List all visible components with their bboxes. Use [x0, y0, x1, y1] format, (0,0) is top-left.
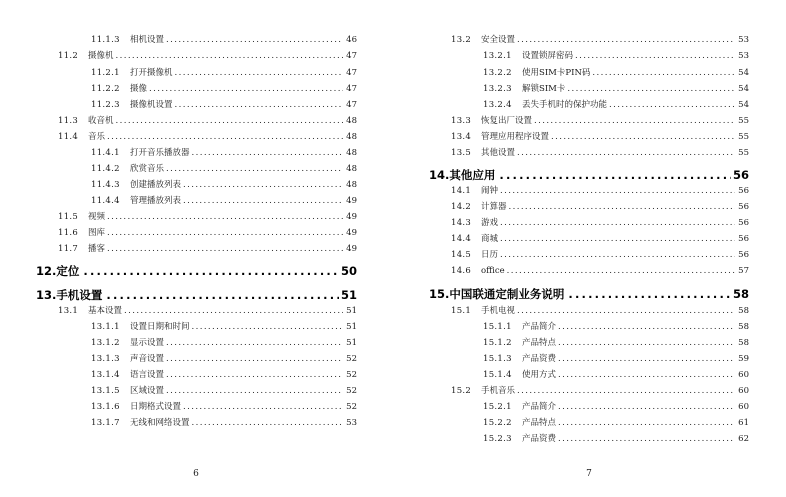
dot-leader — [107, 211, 343, 223]
entry-number: 11.4.3 — [91, 180, 120, 190]
dot-leader — [183, 401, 343, 413]
dot-leader — [507, 265, 735, 277]
toc-entry-11-4-4[interactable] — [91, 195, 357, 207]
entry-page-number: 60 — [738, 386, 749, 396]
entry-title: 基本设置 — [88, 306, 123, 316]
dot-leader — [609, 99, 735, 111]
entry-page-number: 62 — [738, 434, 749, 444]
toc-entry-11-1-3[interactable] — [91, 34, 357, 46]
toc-entry-11-2[interactable] — [58, 50, 357, 62]
dot-leader — [124, 305, 343, 317]
dot-leader — [575, 50, 735, 62]
entry-page-number: 61 — [738, 418, 749, 428]
entry-number: 13.2.1 — [483, 51, 512, 61]
entry-number: 15.1.3 — [483, 354, 512, 364]
entry-title: 设置锁屏密码 — [522, 51, 574, 61]
entry-number: 13.1.1 — [91, 322, 120, 332]
entry-title: 设置日期和时间 — [130, 322, 190, 332]
entry-number: 11.2 — [58, 51, 79, 61]
entry-title: 丢失手机时的保护功能 — [522, 100, 608, 110]
dot-leader — [558, 433, 735, 445]
toc-entry-13-4[interactable] — [451, 131, 749, 143]
chapter-title: 15.中国联通定制业务说明 — [429, 287, 565, 301]
entry-page-number: 47 — [346, 68, 357, 78]
dot-leader — [166, 34, 343, 46]
toc-entry-13-3[interactable] — [451, 115, 749, 127]
toc-chapter-50[interactable] — [36, 263, 357, 279]
toc-entry-13-2-4[interactable] — [483, 99, 749, 111]
dot-leader — [534, 115, 735, 127]
entry-page-number: 54 — [738, 84, 749, 94]
entry-title: 播客 — [88, 244, 106, 254]
entry-number: 13.2.3 — [483, 84, 512, 94]
entry-title: 无线和网络设置 — [130, 418, 190, 428]
entry-page-number: 55 — [738, 116, 749, 126]
entry-page-number: 58 — [738, 322, 749, 332]
entry-page-number: 49 — [346, 228, 357, 238]
dot-leader — [166, 337, 343, 349]
entry-title: 产品特点 — [522, 418, 557, 428]
entry-page-number: 55 — [738, 132, 749, 142]
entry-title: 管理应用程序设置 — [481, 132, 550, 142]
toc-entry-14-2[interactable] — [451, 201, 749, 213]
toc-entry-15-1-3[interactable] — [483, 353, 749, 365]
entry-number: 11.3 — [58, 116, 79, 126]
entry-title: 安全设置 — [481, 35, 516, 45]
toc-entry-11-4-1[interactable] — [91, 147, 357, 159]
entry-page-number: 52 — [346, 386, 357, 396]
chapter-title: 12.定位 — [36, 264, 80, 278]
entry-number: 11.6 — [58, 228, 79, 238]
entry-title: 使用SIM卡PIN码 — [522, 68, 591, 78]
dot-leader — [517, 385, 735, 397]
dot-leader — [558, 401, 735, 413]
entry-page-number: 56 — [738, 202, 749, 212]
toc-entry-15-1[interactable] — [451, 305, 749, 317]
toc-entry-13-1-5[interactable] — [91, 385, 357, 397]
entry-number: 15.1 — [451, 306, 472, 316]
dot-leader — [192, 321, 343, 333]
entry-number: 11.1.3 — [91, 35, 120, 45]
dot-leader — [499, 167, 731, 183]
entry-title: 计算器 — [481, 202, 507, 212]
entry-title: 创建播放列表 — [130, 180, 182, 190]
toc-entry-13-1-1[interactable] — [91, 321, 357, 333]
entry-number: 11.2.1 — [91, 68, 120, 78]
entry-page-number: 57 — [738, 266, 749, 276]
entry-page-number: 47 — [346, 51, 357, 61]
entry-title: 视频 — [88, 212, 106, 222]
entry-page-number: 51 — [346, 322, 357, 332]
entry-number: 11.4.2 — [91, 164, 120, 174]
entry-number: 13.1.3 — [91, 354, 120, 364]
toc-entry-13-2[interactable] — [451, 34, 749, 46]
dot-leader — [166, 369, 343, 381]
entry-title: 产品特点 — [522, 338, 557, 348]
entry-page-number: 46 — [346, 35, 357, 45]
chapter-title: 13.手机设置 — [36, 288, 103, 302]
entry-number: 11.7 — [58, 244, 79, 254]
entry-title: 闹钟 — [481, 186, 499, 196]
entry-title: 商城 — [481, 234, 499, 244]
dot-leader — [500, 217, 735, 229]
entry-number: 13.1.2 — [91, 338, 120, 348]
entry-number: 14.1 — [451, 186, 472, 196]
dot-leader — [558, 417, 735, 429]
entry-number: 13.5 — [451, 148, 472, 158]
dot-leader — [500, 249, 735, 261]
entry-page-number: 54 — [738, 100, 749, 110]
dot-leader — [106, 287, 339, 303]
entry-title: 摄像 — [130, 84, 148, 94]
entry-title: 声音设置 — [130, 354, 165, 364]
entry-title: 语言设置 — [130, 370, 165, 380]
entry-number: 15.2.2 — [483, 418, 512, 428]
toc-entry-15-2-3[interactable] — [483, 433, 749, 445]
entry-title: 恢复出厂设置 — [481, 116, 533, 126]
entry-number: 15.2.1 — [483, 402, 512, 412]
entry-page-number: 48 — [346, 148, 357, 158]
entry-page-number: 59 — [738, 354, 749, 364]
entry-page-number: 47 — [346, 100, 357, 110]
toc-entry-13-1-3[interactable] — [91, 353, 357, 365]
toc-entry-13-5[interactable] — [451, 147, 749, 159]
toc-entry-13-1-6[interactable] — [91, 401, 357, 413]
entry-title: 解锁SIM卡 — [522, 84, 566, 94]
dot-leader — [166, 385, 343, 397]
entry-title: 管理播放列表 — [130, 196, 182, 206]
entry-number: 13.2.2 — [483, 68, 512, 78]
toc-entry-15-1-2[interactable] — [483, 337, 749, 349]
dot-leader — [551, 131, 735, 143]
dot-leader — [166, 353, 343, 365]
entry-number: 13.1.7 — [91, 418, 120, 428]
dot-leader — [517, 34, 735, 46]
toc-entry-14-1[interactable] — [451, 185, 749, 197]
entry-number: 14.3 — [451, 218, 472, 228]
entry-title: 产品资费 — [522, 354, 557, 364]
toc-chapter-51[interactable] — [36, 287, 357, 303]
dot-leader — [568, 286, 731, 302]
dot-leader — [558, 369, 735, 381]
entry-number: 13.2.4 — [483, 100, 512, 110]
entry-title: 日期格式设置 — [130, 402, 182, 412]
entry-title: 产品简介 — [522, 402, 557, 412]
entry-page-number: 53 — [738, 51, 749, 61]
dot-leader — [83, 263, 339, 279]
toc-entry-15-2-2[interactable] — [483, 417, 749, 429]
dot-leader — [592, 67, 735, 79]
entry-page-number: 56 — [738, 186, 749, 196]
entry-page-number: 51 — [346, 306, 357, 316]
entry-page-number: 55 — [738, 148, 749, 158]
dot-leader — [558, 337, 735, 349]
entry-number: 11.2.3 — [91, 100, 120, 110]
toc-entry-13-1-7[interactable] — [91, 417, 357, 429]
toc-entry-15-1-1[interactable] — [483, 321, 749, 333]
toc-entry-11-4-3[interactable] — [91, 179, 357, 191]
entry-title: 欣赏音乐 — [130, 164, 165, 174]
entry-page-number: 48 — [346, 180, 357, 190]
entry-page-number: 53 — [346, 418, 357, 428]
entry-page-number: 58 — [738, 306, 749, 316]
entry-page-number: 60 — [738, 370, 749, 380]
entry-page-number: 54 — [738, 68, 749, 78]
entry-title: 手机音乐 — [481, 386, 516, 396]
entry-title: 图库 — [88, 228, 106, 238]
dot-leader — [517, 305, 735, 317]
toc-entry-14-3[interactable] — [451, 217, 749, 229]
entry-number: 13.3 — [451, 116, 472, 126]
toc-entry-11-4[interactable] — [58, 131, 357, 143]
entry-page-number: 56 — [738, 234, 749, 244]
toc-entry-13-2-1[interactable] — [483, 50, 749, 62]
entry-number: 13.1.6 — [91, 402, 120, 412]
dot-leader — [116, 50, 343, 62]
toc-entry-11-5[interactable] — [58, 211, 357, 223]
entry-page-number: 47 — [346, 84, 357, 94]
toc-entry-15-1-4[interactable] — [483, 369, 749, 381]
page-number: 7 — [586, 469, 592, 479]
dot-leader — [509, 201, 735, 213]
toc-entry-13-2-3[interactable] — [483, 83, 749, 95]
entry-page-number: 49 — [346, 244, 357, 254]
dot-leader — [500, 233, 735, 245]
entry-number: 11.4 — [58, 132, 79, 142]
entry-title: 打开音乐播放器 — [130, 148, 190, 158]
entry-page-number: 48 — [346, 164, 357, 174]
dot-leader — [517, 147, 735, 159]
entry-title: 音乐 — [88, 132, 106, 142]
toc-entry-11-2-3[interactable] — [91, 99, 357, 111]
entry-number: 14.6 — [451, 266, 472, 276]
entry-number: 11.4.1 — [91, 148, 120, 158]
dot-leader — [107, 243, 343, 255]
dot-leader — [567, 83, 735, 95]
entry-page-number: 51 — [340, 288, 357, 302]
page-number: 6 — [193, 469, 199, 479]
entry-number: 11.5 — [58, 212, 79, 222]
entry-page-number: 50 — [340, 264, 357, 278]
toc-entry-15-2[interactable] — [451, 385, 749, 397]
toc-chapter-56[interactable] — [429, 167, 749, 183]
entry-page-number: 51 — [346, 338, 357, 348]
entry-number: 11.2.2 — [91, 84, 120, 94]
toc-entry-11-7[interactable] — [58, 243, 357, 255]
dot-leader — [175, 67, 343, 79]
entry-page-number: 52 — [346, 402, 357, 412]
entry-number: 14.5 — [451, 250, 472, 260]
toc-entry-15-2-1[interactable] — [483, 401, 749, 413]
entry-page-number: 48 — [346, 116, 357, 126]
dot-leader — [175, 99, 343, 111]
entry-page-number: 60 — [738, 402, 749, 412]
entry-page-number: 56 — [738, 250, 749, 260]
entry-page-number: 58 — [732, 287, 749, 301]
entry-page-number: 52 — [346, 370, 357, 380]
toc-entry-11-3[interactable] — [58, 115, 357, 127]
dot-leader — [192, 147, 343, 159]
entry-title: 摄像机 — [88, 51, 114, 61]
dot-leader — [116, 115, 343, 127]
toc-entry-14-4[interactable] — [451, 233, 749, 245]
chapter-title: 14.其他应用 — [429, 168, 496, 182]
dot-leader — [558, 321, 735, 333]
entry-page-number: 56 — [732, 168, 749, 182]
entry-number: 15.1.2 — [483, 338, 512, 348]
entry-title: 收音机 — [88, 116, 114, 126]
entry-page-number: 49 — [346, 212, 357, 222]
toc-entry-11-4-2[interactable] — [91, 163, 357, 175]
dot-leader — [107, 227, 343, 239]
entry-number: 11.4.4 — [91, 196, 120, 206]
entry-title: 摄像机设置 — [130, 100, 173, 110]
entry-number: 13.4 — [451, 132, 472, 142]
dot-leader — [166, 163, 343, 175]
dot-leader — [183, 179, 343, 191]
dot-leader — [558, 353, 735, 365]
entry-number: 13.1.5 — [91, 386, 120, 396]
entry-title: 打开摄像机 — [130, 68, 173, 78]
entry-title: 产品简介 — [522, 322, 557, 332]
entry-number: 13.2 — [451, 35, 472, 45]
entry-page-number: 53 — [738, 35, 749, 45]
entry-page-number: 56 — [738, 218, 749, 228]
entry-number: 15.2 — [451, 386, 472, 396]
entry-number: 15.1.1 — [483, 322, 512, 332]
entry-title: 产品资费 — [522, 434, 557, 444]
entry-title: 其他设置 — [481, 148, 516, 158]
entry-number: 14.2 — [451, 202, 472, 212]
toc-entry-13-1[interactable] — [58, 305, 357, 317]
toc-entry-11-6[interactable] — [58, 227, 357, 239]
dot-leader — [149, 83, 343, 95]
dot-leader — [192, 417, 343, 429]
entry-number: 13.1.4 — [91, 370, 120, 380]
right-page — [393, 0, 786, 497]
entry-title: 游戏 — [481, 218, 499, 228]
entry-number: 13.1 — [58, 306, 79, 316]
entry-number: 15.2.3 — [483, 434, 512, 444]
entry-page-number: 58 — [738, 338, 749, 348]
entry-title: 显示设置 — [130, 338, 165, 348]
toc-entry-11-2-1[interactable] — [91, 67, 357, 79]
dot-leader — [183, 195, 343, 207]
entry-title: office — [481, 266, 505, 276]
toc-entry-14-5[interactable] — [451, 249, 749, 261]
entry-title: 相机设置 — [130, 35, 165, 45]
toc-entry-13-1-2[interactable] — [91, 337, 357, 349]
entry-title: 区域设置 — [130, 386, 165, 396]
entry-title: 手机电视 — [481, 306, 516, 316]
toc-entry-11-2-2[interactable] — [91, 83, 357, 95]
toc-entry-13-2-2[interactable] — [483, 67, 749, 79]
toc-entry-13-1-4[interactable] — [91, 369, 357, 381]
entry-number: 15.1.4 — [483, 370, 512, 380]
entry-page-number: 48 — [346, 132, 357, 142]
dot-leader — [107, 131, 343, 143]
entry-page-number: 49 — [346, 196, 357, 206]
entry-title: 使用方式 — [522, 370, 557, 380]
dot-leader — [500, 185, 735, 197]
toc-entry-14-6[interactable] — [451, 265, 749, 277]
entry-title: 日历 — [481, 250, 499, 260]
toc-chapter-58[interactable] — [429, 286, 749, 302]
entry-number: 14.4 — [451, 234, 472, 244]
entry-page-number: 52 — [346, 354, 357, 364]
